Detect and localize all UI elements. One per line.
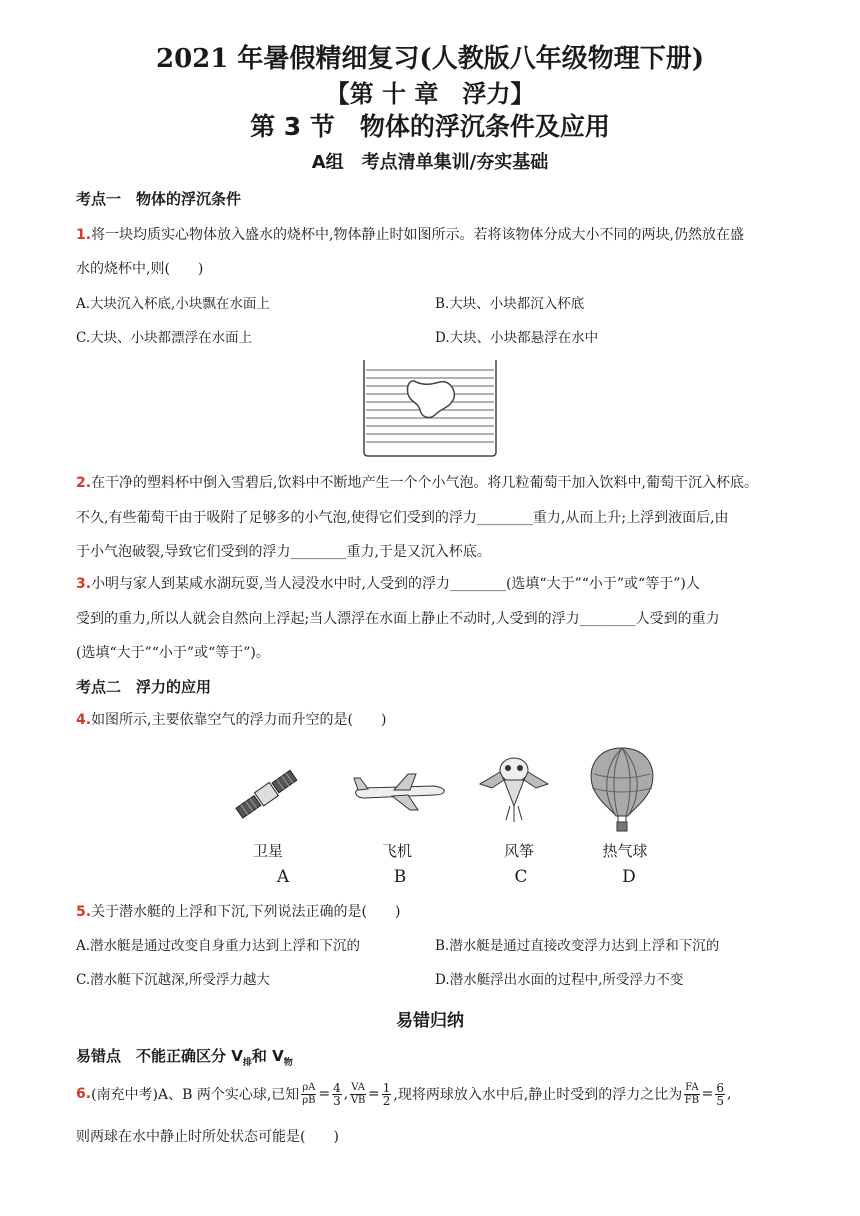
question-6-line-1: 6. (南充中考)A、B 两个实心球,已知 $\frac{\rho A}{\rho B}$ = $\frac{4}{3}$ , $\frac{VA}{VB}$ = $\frac{1}{2}$ ,现将两球放入水中后,静止时受到的浮力之比为 $\frac{FA}{FB}$ = $\frac{6}{5}$ , — [76, 1080, 732, 1108]
section-heading-2: 考点二 浮力的应用 — [76, 678, 212, 696]
figure-label-d: 热气球 — [602, 842, 648, 860]
figure-letter-d: D — [622, 867, 636, 887]
question-number: 4. — [76, 712, 92, 728]
buoyancy-ratio: $\frac{FA}{FB}$ — [684, 1081, 700, 1106]
volume-ratio: $\frac{VA}{VB}$ — [350, 1081, 366, 1106]
question-number: 2. — [76, 475, 92, 491]
question-2-line-2: 不久,有些葡萄干由于吸附了足够多的小气泡,使得它们受到的浮力________重力,从而上升;上浮到液面后,由 — [76, 510, 729, 526]
question-number: 1. — [76, 227, 92, 243]
question-1-option-b: B.大块、小块都沉入杯底 — [435, 296, 585, 312]
mistake-point: 易错点 不能正确区分 $V_排$和 $V_物$ — [76, 1047, 293, 1068]
question-1-line-1: 1.将一块均质实心物体放入盛水的烧杯中,物体静止时如图所示。若将该物体分成大小不同的两块,仍然放在盛 — [76, 227, 744, 243]
hot-air-balloon-icon — [582, 744, 662, 836]
question-5-line-1: 5.关于潜水艇的上浮和下沉,下列说法正确的是( ) — [76, 904, 401, 920]
question-3-line-3: (选填“大于”“小于”或“等于”)。 — [76, 645, 270, 661]
question-6-line-2: 则两球在水中静止时所处状态可能是( ) — [76, 1129, 339, 1145]
question-2-line-3: 于小气泡破裂,导致它们受到的浮力________重力,于是又沉入杯底。 — [76, 544, 491, 560]
question-4-line-1: 4.如图所示,主要依靠空气的浮力而升空的是( ) — [76, 712, 387, 728]
volume-ratio-value: $\frac{1}{2}$ — [382, 1080, 391, 1108]
question-1-option-c: C.大块、小块都漂浮在水面上 — [76, 330, 253, 346]
question-1-option-a: A.大块沉入杯底,小块飘在水面上 — [76, 296, 270, 312]
beaker-figure — [360, 358, 500, 460]
question-3-line-1: 3.小明与家人到某咸水湖玩耍,当人浸没水中时,人受到的浮力________(选填“大于”“小于”或“等于”)人 — [76, 576, 700, 592]
airplane-icon — [350, 768, 450, 818]
section-title: 第 3 节 物体的浮沉条件及应用 — [250, 112, 610, 141]
question-5-option-c: C.潜水艇下沉越深,所受浮力越大 — [76, 972, 270, 988]
buoyancy-ratio-value: $\frac{6}{5}$ — [716, 1080, 724, 1108]
figure-letter-c: C — [514, 867, 528, 887]
question-number: 6. — [76, 1086, 92, 1102]
page-title: 2021 年暑假精细复习(人教版八年级物理下册) — [155, 44, 705, 74]
question-1-line-2: 水的烧杯中,则( ) — [76, 261, 204, 277]
mistakes-heading: 易错归纳 — [396, 1011, 464, 1031]
question-number: 5. — [76, 904, 92, 920]
question-5-option-d: D.潜水艇浮出水面的过程中,所受浮力不变 — [435, 972, 684, 988]
question-1-option-d: D.大块、小块都悬浮在水中 — [435, 330, 599, 346]
question-5-option-a: A.潜水艇是通过改变自身重力达到上浮和下沉的 — [76, 938, 361, 954]
question-2-line-1: 2.在干净的塑料杯中倒入雪碧后,饮料中不断地产生一个个小气泡。将几粒葡萄干加入饮料中,葡萄干沉入杯底。 — [76, 475, 758, 491]
question-5-option-b: B.潜水艇是通过直接改变浮力达到上浮和下沉的 — [435, 938, 720, 954]
density-ratio-value: $\frac{4}{3}$ — [333, 1080, 341, 1108]
figure-letter-b: B — [393, 867, 407, 887]
density-ratio: $\frac{\rho A}{\rho B}$ — [302, 1081, 316, 1106]
satellite-icon — [232, 760, 302, 830]
section-heading-1: 考点一 物体的浮沉条件 — [76, 190, 242, 208]
chapter-title: 【第 十 章 浮力】 — [325, 80, 535, 108]
question-3-line-2: 受到的重力,所以人就会自然向上浮起;当人漂浮在水面上静止不动时,人受到的浮力________人受到的重力 — [76, 611, 720, 627]
kite-icon — [474, 748, 554, 828]
group-title: A组 考点清单集训/夯实基础 — [311, 152, 549, 173]
figure-label-c: 风筝 — [503, 842, 534, 860]
question-number: 3. — [76, 576, 92, 592]
figure-label-b: 飞机 — [381, 842, 412, 860]
figure-label-a: 卫星 — [252, 842, 283, 860]
figure-letter-a: A — [276, 867, 290, 887]
